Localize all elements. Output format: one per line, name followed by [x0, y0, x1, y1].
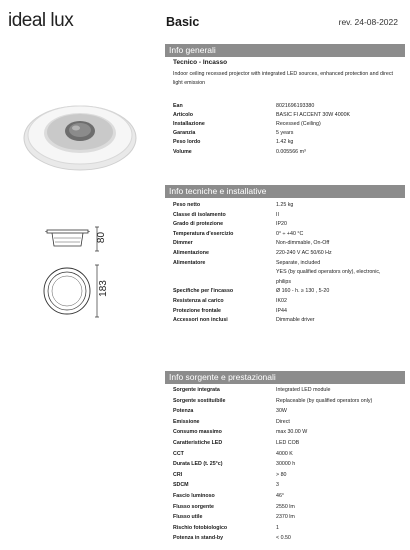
row-label: SDCM — [173, 482, 189, 489]
row-value: 8021696193380 — [276, 103, 315, 109]
row-value: 0.005566 m³ — [276, 148, 306, 155]
table-row — [173, 268, 403, 277]
diameter-dimension: 183 — [97, 280, 109, 297]
row-label: Classe di isolamento — [173, 211, 226, 218]
table-row — [173, 278, 403, 287]
row-value: II — [276, 211, 279, 218]
row-label: Peso netto — [173, 202, 201, 208]
product-photo — [20, 95, 140, 175]
table-row — [173, 148, 403, 157]
table-row — [173, 287, 403, 296]
row-label: Resistenza al carico — [173, 298, 224, 304]
table-row — [173, 481, 403, 490]
row-label: Flusso utile — [173, 514, 203, 521]
row-label: Potenza — [173, 408, 194, 415]
row-value: > 80 — [276, 471, 287, 478]
row-value: IK02 — [276, 298, 287, 304]
table-row — [173, 259, 403, 268]
row-label: Emissione — [173, 418, 200, 425]
row-label: Alimentazione — [173, 250, 209, 256]
row-value: philips — [276, 278, 292, 285]
table-row — [173, 428, 403, 437]
row-label: Rischio fotobiologico — [173, 524, 228, 531]
table-row — [173, 230, 403, 239]
row-label: CRI — [173, 471, 183, 478]
row-label: Grado di protezione — [173, 221, 224, 228]
row-label: Peso lordo — [173, 139, 201, 146]
table-row — [173, 524, 403, 533]
section-header-technical: Info tecniche e installative — [165, 185, 405, 198]
row-value: Direct — [276, 418, 290, 425]
table-row — [173, 513, 403, 522]
product-description: Indoor ceiling recessed projector with integrated LED sources, enhanced protection and direct light emission — [173, 71, 393, 86]
row-label: Installazione — [173, 121, 205, 128]
row-label: Volume — [173, 148, 192, 155]
table-row — [173, 492, 403, 501]
table-row — [173, 307, 403, 316]
row-label: Flusso sorgente — [173, 503, 214, 510]
row-value: Non-dimmable, On-Off — [276, 240, 330, 247]
row-value: 30W — [276, 408, 287, 415]
row-value: 2550 lm — [276, 503, 295, 510]
section-header-general: Info generali — [165, 44, 405, 57]
row-value: Replaceable (by qualified operators only) — [276, 397, 373, 404]
row-value: 3 — [276, 482, 279, 489]
table-row — [173, 239, 403, 248]
row-value: BASIC FI ACCENT 30W 4000K — [276, 112, 351, 119]
row-value: Dimmable driver — [276, 317, 315, 324]
row-value: 1.42 kg — [276, 139, 294, 146]
row-label: Dimmer — [173, 240, 193, 247]
product-category: Tecnico - Incasso — [173, 59, 228, 66]
row-label: Articolo — [173, 112, 194, 119]
row-label: Caratteristiche LED — [173, 440, 223, 446]
row-label: Alimentatore — [173, 259, 206, 266]
table-row — [173, 397, 403, 406]
row-label: CCT — [173, 450, 184, 457]
row-label: Fascio luminoso — [173, 493, 215, 499]
table-row — [173, 534, 403, 543]
row-label: Temperatura d'esercizio — [173, 230, 234, 237]
table-row — [173, 138, 403, 147]
row-value: 30000 h — [276, 461, 296, 468]
revision-date: rev. 24-08-2022 — [338, 17, 398, 27]
brand-logo: ideal lux — [8, 10, 74, 31]
row-label: Consumo massimo — [173, 429, 222, 436]
row-label: Specifiche per l'incasso — [173, 288, 234, 295]
row-value: IP20 — [276, 221, 287, 228]
row-value: 5 years — [276, 130, 294, 137]
row-label: Sorgente sostituibile — [173, 397, 226, 404]
row-label: Garanzia — [173, 130, 196, 137]
table-row — [173, 129, 403, 138]
row-label: Durata LED (t. 25°c) — [173, 461, 223, 468]
top-view-drawing — [42, 266, 92, 316]
row-label: Accessori non inclusi — [173, 317, 228, 324]
row-value: Separate, included — [276, 259, 321, 266]
row-value: 220-240 V AC 50/60 Hz — [276, 250, 332, 256]
side-view-drawing — [45, 228, 90, 250]
row-value: 0° ÷ +40 °C — [276, 230, 304, 237]
row-value: 46° — [276, 493, 285, 499]
table-row — [173, 460, 403, 469]
row-label: Ean — [173, 103, 183, 109]
table-row — [173, 418, 403, 427]
row-label: Protezione frontale — [173, 307, 221, 314]
table-row — [173, 407, 403, 416]
row-value: Recessed (Ceiling) — [276, 121, 321, 128]
row-label: Sorgente integrata — [173, 387, 220, 393]
row-value: 1 — [276, 524, 279, 531]
row-value: YES (by qualified operators only), electronic, — [276, 269, 381, 276]
table-row — [173, 201, 403, 210]
table-row — [173, 249, 403, 258]
table-row — [173, 220, 403, 229]
row-value: < 0.50 — [276, 535, 291, 542]
row-value: 2370 lm — [276, 514, 295, 521]
table-row — [173, 316, 403, 325]
row-value: Integrated LED module — [276, 387, 331, 393]
row-value: Ø 160 - h. ≥ 130 , 5-20 — [276, 288, 330, 295]
table-row — [173, 471, 403, 480]
table-row — [173, 450, 403, 459]
table-row — [173, 120, 403, 129]
row-value: LED COB — [276, 440, 300, 446]
table-row — [173, 503, 403, 512]
row-value: 4000 K — [276, 450, 293, 457]
table-row — [173, 211, 403, 220]
table-row — [173, 439, 403, 448]
row-value: IP44 — [276, 307, 287, 314]
row-value: max 30.00 W — [276, 429, 308, 436]
table-row — [173, 386, 403, 395]
table-row — [173, 111, 403, 120]
table-row — [173, 102, 403, 111]
product-title: Basic — [166, 15, 200, 29]
height-dimension: 80 — [96, 231, 108, 244]
row-value: 1.25 kg — [276, 202, 294, 208]
table-row — [173, 297, 403, 306]
row-label: Potenza in stand-by — [173, 535, 224, 542]
section-header-light-source: Info sorgente e prestazionali — [165, 371, 405, 384]
